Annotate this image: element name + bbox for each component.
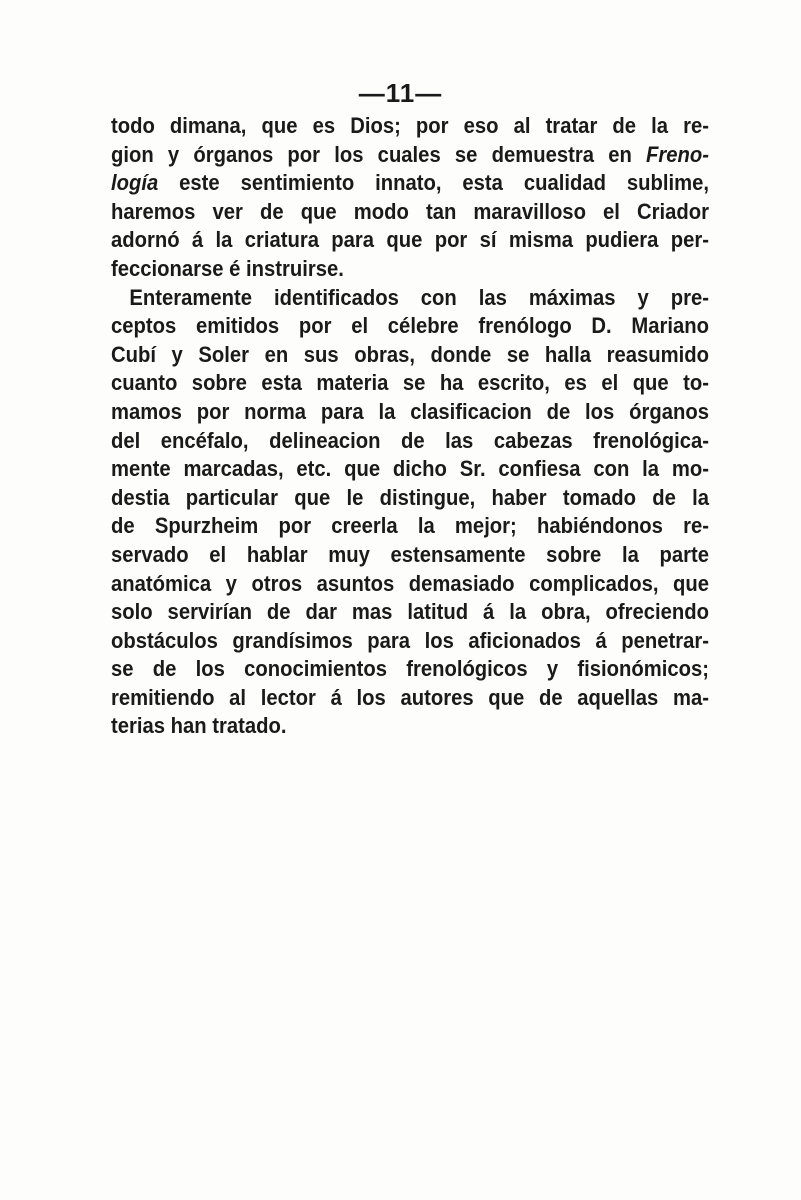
italic-term: logía xyxy=(111,170,159,196)
text-span: este sentimiento innato, esta cualidad sublime, xyxy=(158,170,709,196)
body-text xyxy=(111,112,709,741)
text-line: feccionarse é instruirse. xyxy=(111,255,344,281)
text-line: todo dimana, que es Dios; por eso al tratar de la re- xyxy=(111,113,709,138)
text-line: remitiendo al lector á los autores que de aquellas ma- xyxy=(111,684,709,710)
text-line: solo servirían de dar mas latitud á la obra, ofreciendo xyxy=(111,599,709,625)
text-line: mente marcadas, etc. que dicho Sr. confiesa con la mo- xyxy=(111,456,709,482)
text-line: destia particular que le distingue, haber tomado de la xyxy=(111,484,709,510)
text-line: ceptos emitidos por el célebre frenólogo D. Mariano xyxy=(111,313,709,339)
text-line: obstáculos grandísimos para los aficionados á penetrar- xyxy=(111,627,709,653)
text-line xyxy=(111,141,709,170)
text-line: Cubí y Soler en sus obras, donde se halla reasumido xyxy=(111,341,709,367)
text-line: Enteramente identificados con las máximas y pre- xyxy=(129,284,709,310)
text-line: terias han tratado. xyxy=(111,713,287,739)
text-line: mamos por norma para la clasificacion de los órganos xyxy=(111,398,709,424)
text-line: cuanto sobre esta materia se ha escrito, es el que to- xyxy=(111,370,709,396)
text-line: se de los conocimientos frenológicos y fisionómicos; xyxy=(111,656,709,682)
text-line: haremos ver de que modo tan maravilloso el Criador xyxy=(111,198,709,224)
text-line: anatómica y otros asuntos demasiado complicados, que xyxy=(111,570,709,596)
text-line: servado el hablar muy estensamente sobre la parte xyxy=(111,541,709,567)
text-span: gion y órganos por los cuales se demuestra en xyxy=(111,141,647,167)
text-line: del encéfalo, delineacion de las cabezas frenológica- xyxy=(111,427,709,453)
page-number: —11— xyxy=(358,78,443,108)
text-line: de Spurzheim por creerla la mejor; habiéndonos re- xyxy=(111,513,709,539)
text-line: adornó á la criatura para que por sí misma pudiera per- xyxy=(111,227,709,253)
text-line xyxy=(111,169,709,198)
italic-term: Freno- xyxy=(646,141,709,167)
